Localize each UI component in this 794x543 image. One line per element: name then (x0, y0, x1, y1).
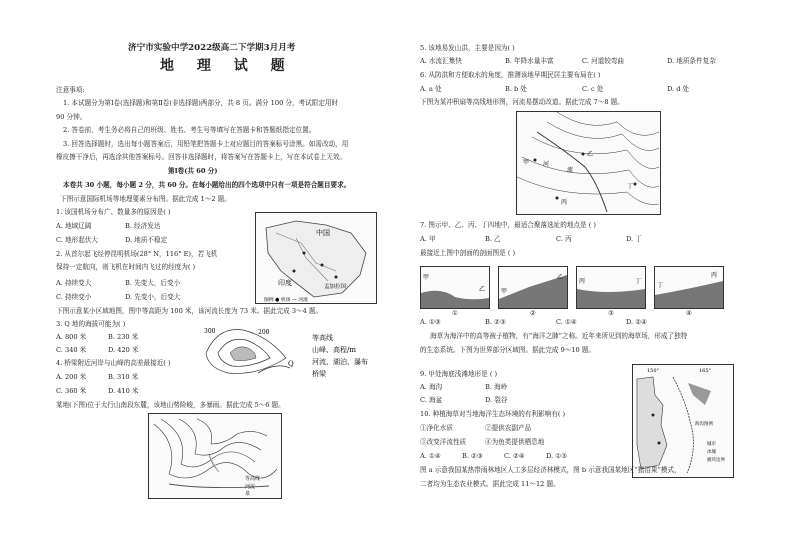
map-label: 孟加拉国 (324, 284, 347, 290)
q-intro: 下图示意国际机场等地理要素分布图。据此完成 1～2 题。 (60, 195, 231, 203)
alluvial-map-figure (516, 111, 661, 215)
q-intro: 某地(下图)位于太行山南段东麓，该地山势险峻，多暴雨。据此完成 5～6 题。 (56, 401, 285, 409)
option: C. c 处 (582, 85, 604, 93)
svg-text:200: 200 (258, 329, 270, 336)
legend-item: 山峰、高程/m (312, 346, 356, 354)
svg-text:乙: 乙 (587, 151, 594, 158)
option: B. 经济发达 (125, 222, 161, 230)
option: B. ②③ (462, 452, 483, 460)
option: A. 800 米 (56, 333, 87, 341)
question: 5. 该地易发山洪，主要是因为( ) (420, 44, 515, 52)
section-desc: 本卷共 30 小题，每小题 2 分，共 60 分。在每小题给出的四个选项中只有一项是符合题目要求。 (63, 181, 351, 189)
legend-item: 河流、湖泊、瀑布 (312, 358, 368, 366)
option: D. 丁 (626, 235, 642, 243)
option: C. ①④ (556, 318, 577, 326)
option: C. ②④ (504, 452, 525, 460)
option: D. 裂谷 (485, 396, 508, 404)
contour-map (198, 318, 374, 380)
question: 9. 甲处海底浅滩地形是 ( ) (420, 370, 498, 378)
option: B. 310 米 (108, 373, 139, 381)
svg-text:甲: 甲 (501, 288, 508, 295)
alluvial-map (517, 112, 660, 214)
option: D. 先变小，后变大 (125, 293, 181, 301)
subject-title: 地 理 试 题 (160, 58, 294, 74)
question: 1. 该国机场分布广、数量多的原因是( ) (56, 208, 171, 216)
profile-num: ④ (686, 309, 692, 317)
exam-title: 济宁市实验中学2022级高二下学期3月月考 (128, 43, 296, 53)
option: A. ①③ (420, 318, 441, 326)
q-intro: 下图为某冲积扇等高线地形图，河流易摆动改道。据此完成 7～8 题。 (420, 98, 624, 106)
q-intro: 下图示意某小区域地图，图中等高距为 100 米，该河流长度为 73 米。据此完成 3～4 题。 (56, 307, 323, 315)
option: C. 持续变小 (56, 293, 92, 301)
option: C. 340 米 (56, 346, 87, 354)
option: A. 持续变大 (56, 279, 92, 287)
svg-text:丙: 丙 (561, 199, 568, 206)
svg-text:泉: 泉 (245, 491, 251, 497)
notice-line: 90 分钟。 (56, 113, 87, 121)
option: ④为鱼类提供栖息地 (485, 438, 545, 446)
option: ①净化水质 (420, 424, 453, 432)
region-map-figure (632, 364, 734, 478)
q-intro: 图 a 示意我国某热带雨林地区人工多层经济林模式，图 b 示意我国某地区“猪沼果”模式， (420, 466, 681, 474)
svg-text:冰城: 冰城 (707, 450, 716, 455)
svg-text:海沟图例: 海沟图例 (695, 422, 713, 427)
option: C. 地形起伏大 (56, 236, 98, 244)
svg-text:甲: 甲 (523, 159, 530, 166)
option: A. ①④ (420, 452, 441, 460)
notice-line: 2. 答卷前，考生务必将自己的班级、姓名、考生号等填写在答题卡和答题纸指定位置。 (63, 126, 316, 134)
question: 4. 桥梁附近河岸与山峰的高差最接近( ) (56, 359, 171, 367)
svg-text:城市: 城市 (707, 442, 716, 447)
profile-num: ② (530, 309, 536, 317)
notice-title: 注意事项: (56, 86, 85, 94)
profile-num: ③ (608, 309, 614, 317)
profile-2 (498, 266, 568, 309)
question: 最接近上图中剖面的剖面图是 ( ) (420, 249, 516, 257)
option: D. d 处 (667, 85, 690, 93)
option: A. 海沟 (420, 383, 443, 391)
svg-text:等高线: 等高线 (245, 476, 261, 482)
map-label: 印度 (278, 279, 292, 287)
question: 3. Q 地的海拔可能为( ) (56, 320, 126, 328)
question: 2. 从首尔起飞经停昆明机场(28° N，116° E)，若飞机 (56, 250, 218, 258)
q-intro: 海草为海洋中的高等被子植物，有“海洋之肺”之称。近年来所见到的海草场，形成了独特 (430, 332, 688, 340)
q-intro: 的生态系统。下图为世界部分区域图。据此完成 9～10 题。 (420, 346, 596, 354)
option: B. b 处 (505, 85, 527, 93)
mountain-map-figure (148, 413, 282, 499)
question: 7. 图示甲、乙、丙、丁四地中，最适合聚落选址的地点是 ( ) (420, 221, 596, 229)
profile-num: ① (452, 309, 458, 317)
option: B. 年降水量丰富 (505, 57, 554, 65)
profile-3 (576, 266, 646, 309)
svg-text:165°: 165° (699, 368, 712, 374)
option: B. 先变大，后变小 (125, 279, 181, 287)
svg-text:150°: 150° (647, 368, 660, 374)
mountain-map (149, 414, 281, 498)
profile-4 (654, 266, 724, 309)
country-map-figure (255, 212, 377, 304)
svg-text:乙: 乙 (479, 286, 486, 293)
svg-text:丙: 丙 (711, 272, 718, 279)
q-intro: 二者均为生态农业模式。据此完成 11～12 题。 (420, 480, 560, 488)
option: B. 乙 (485, 235, 501, 243)
option: B. ②③ (485, 318, 506, 326)
question: 6. 从防洪和方便取水的角度，推测该地早期民居主要布局在( ) (420, 71, 601, 79)
svg-text:丁: 丁 (627, 183, 634, 190)
option: C. 河道较弯曲 (582, 57, 624, 65)
legend-item: 桥梁 (312, 370, 326, 378)
svg-text:丁: 丁 (657, 282, 664, 289)
svg-text:乙: 乙 (557, 274, 564, 281)
notice-line: 橡皮擦干净后，再选涂其他答案标号。回答非选择题时，将答案写在答题卡上，写在本试卷上无效。 (56, 153, 347, 161)
option: C. 360 米 (56, 387, 87, 395)
section-title: 第Ⅰ卷(共 60 分) (168, 167, 218, 175)
question: 10. 种植海草对当地海洋生态环境的有利影响有( ) (420, 410, 566, 418)
option: A. 地域辽阔 (56, 222, 92, 230)
option: A. 水流汇集快 (420, 57, 462, 65)
option: D. 地质不稳定 (125, 236, 168, 244)
notice-line: 1. 本试题分为第Ⅰ卷(选择题)和第Ⅱ卷(非选择题)两部分，共 8 页。满分 100 分，考试限定用时 (63, 99, 339, 107)
option: D. ①③ (546, 452, 568, 460)
option: D. ②④ (626, 318, 648, 326)
svg-text:流: 流 (567, 167, 574, 174)
question-line: 保持一定航向，则飞机在时间内飞过的经度为( ) (56, 263, 196, 271)
option: ②提供农副产品 (485, 424, 532, 432)
map-label: 中国 (316, 229, 330, 237)
point-label: Q (288, 360, 294, 368)
svg-text:丁: 丁 (635, 278, 642, 285)
svg-text:板块边界: 板块边界 (707, 458, 725, 463)
legend-item: 等高线 (312, 334, 333, 342)
option: ③改变洋流性质 (420, 438, 467, 446)
notice-line: 3. 回答选择题时，选出每小题答案后，用铅笔把答题卡上对应题目的答案标号涂黑。如需改动，用 (63, 140, 349, 148)
option: C. 丙 (556, 235, 572, 243)
option: D. 410 米 (108, 387, 139, 395)
option: A. 甲 (420, 235, 436, 243)
svg-text:河流: 河流 (245, 484, 256, 490)
region-map (633, 365, 733, 477)
svg-text:甲: 甲 (423, 274, 430, 281)
profile-1 (420, 266, 490, 309)
option: A. a 处 (420, 85, 442, 93)
option: A. 200 米 (56, 373, 87, 381)
map-legend: 图例 ● 机场 — 河流 (264, 298, 308, 303)
option: B. 230 米 (108, 333, 139, 341)
option: D. 地质条件复杂 (667, 57, 716, 65)
svg-text:丙: 丙 (579, 278, 586, 285)
svg-text:河: 河 (543, 161, 550, 168)
option: C. 海盆 (420, 396, 443, 404)
contour-map-figure (198, 318, 374, 380)
option: B. 海岭 (485, 383, 508, 391)
country-map (256, 213, 376, 303)
svg-text:300: 300 (204, 328, 216, 335)
option: D. 420 米 (108, 346, 139, 354)
